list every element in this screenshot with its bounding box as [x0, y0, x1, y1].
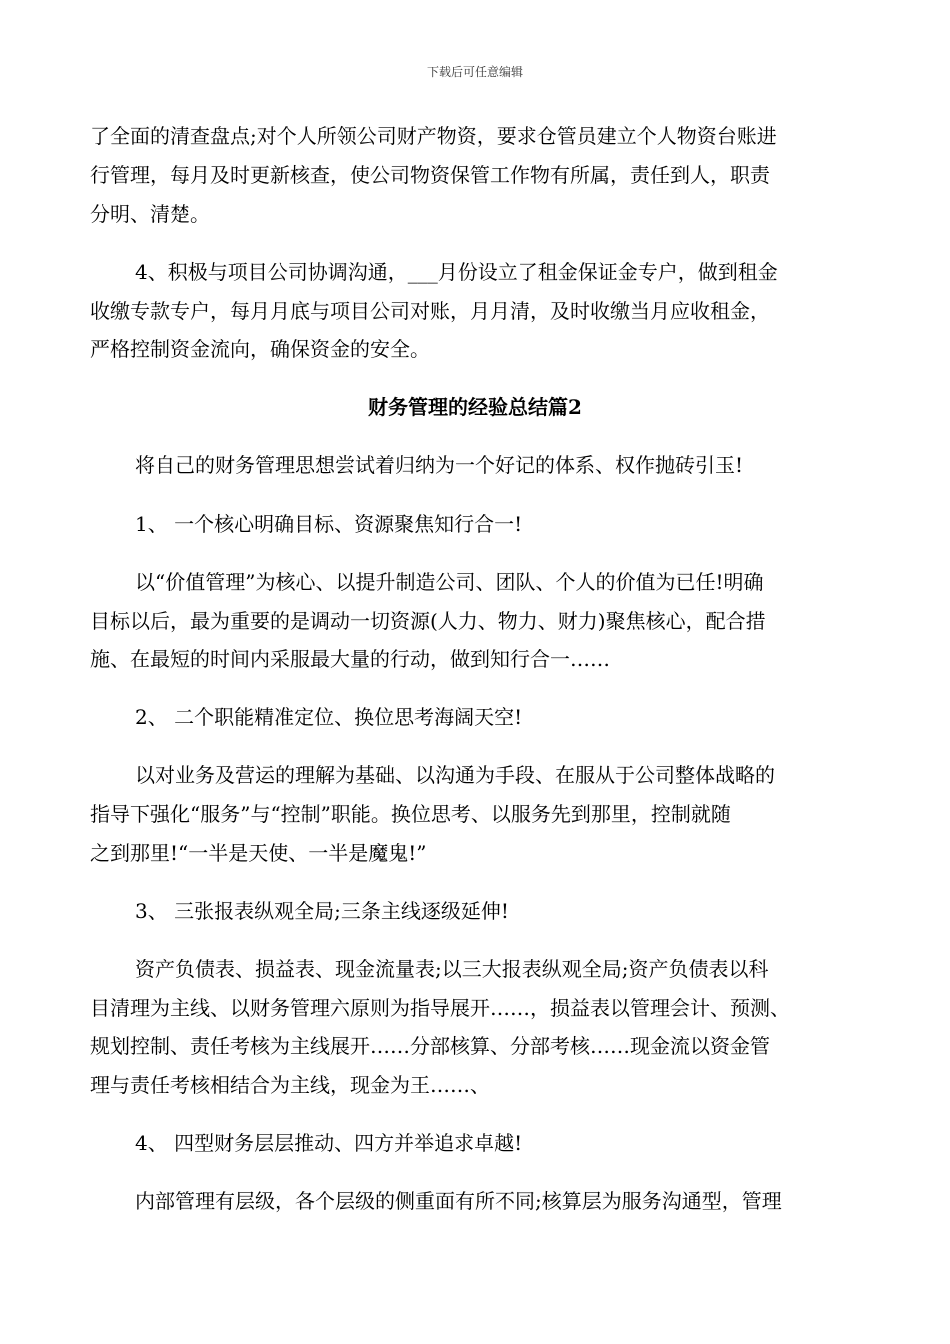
body-line: 以“价值管理”为核心、以提升制造公司、团队、个人的价值为已任!明确	[135, 570, 764, 594]
body-line: 资产负债表、损益表、现金流量表;以三大报表纵观全局;资产负债表以科	[135, 957, 769, 981]
list-item-heading: 3、 三张报表纵观全局;三条主线逐级延伸!	[135, 899, 509, 923]
body-line: 严格控制资金流向，确保资金的安全。	[90, 337, 430, 361]
body-line: 规划控制、责任考核为主线展开……分部核算、分部考核……现金流以资金管	[90, 1034, 770, 1058]
page-header: 下载后可任意编辑	[426, 65, 523, 79]
body-line: 目标以后，最为重要的是调动一切资源(人力、物力、财力)聚焦核心，配合措	[90, 609, 766, 633]
body-line: 内部管理有层级，各个层级的侧重面有所不同;核算层为服务沟通型，管理	[135, 1189, 782, 1213]
body-line: 理与责任考核相结合为主线，现金为王……、	[90, 1073, 490, 1097]
body-line: 了全面的清查盘点;对个人所领公司财产物资，要求仓管员建立个人物资台账进	[90, 124, 777, 148]
body-line: 4、积极与项目公司协调沟通，___月份设立了租金保证金专户，做到租金	[135, 260, 778, 284]
body-line: 行管理，每月及时更新核查，使公司物资保管工作物有所属，责任到人，职责	[90, 163, 770, 187]
list-item-heading: 2、 二个职能精准定位、换位思考海阔天空!	[135, 705, 523, 729]
body-line: 以对业务及营运的理解为基础、以沟通为手段、在服从于公司整体战略的	[135, 763, 775, 787]
body-line: 将自己的财务管理思想尝试着归纳为一个好记的体系、权作抛砖引玉!	[135, 453, 744, 477]
body-line: 指导下强化“服务”与“控制”职能。换位思考、以服务先到那里，控制就随	[90, 802, 731, 826]
body-line: 施、在最短的时间内采服最大量的行动，做到知行合一……	[90, 647, 610, 671]
body-line: 收缴专款专户，每月月底与项目公司对账，月月清，及时收缴当月应收租金，	[90, 299, 770, 323]
section-heading: 财务管理的经验总结篇2	[368, 395, 582, 419]
body-line: 分明、清楚。	[90, 202, 210, 226]
body-line: 之到那里!“一半是天使、一半是魔鬼!”	[90, 841, 427, 865]
list-item-heading: 1、 一个核心明确目标、资源聚焦知行合一!	[135, 512, 523, 536]
body-line: 目清理为主线、以财务管理六原则为指导展开……，损益表以管理会计、预测、	[90, 996, 790, 1020]
list-item-heading: 4、 四型财务层层推动、四方并举追求卓越!	[135, 1131, 523, 1155]
